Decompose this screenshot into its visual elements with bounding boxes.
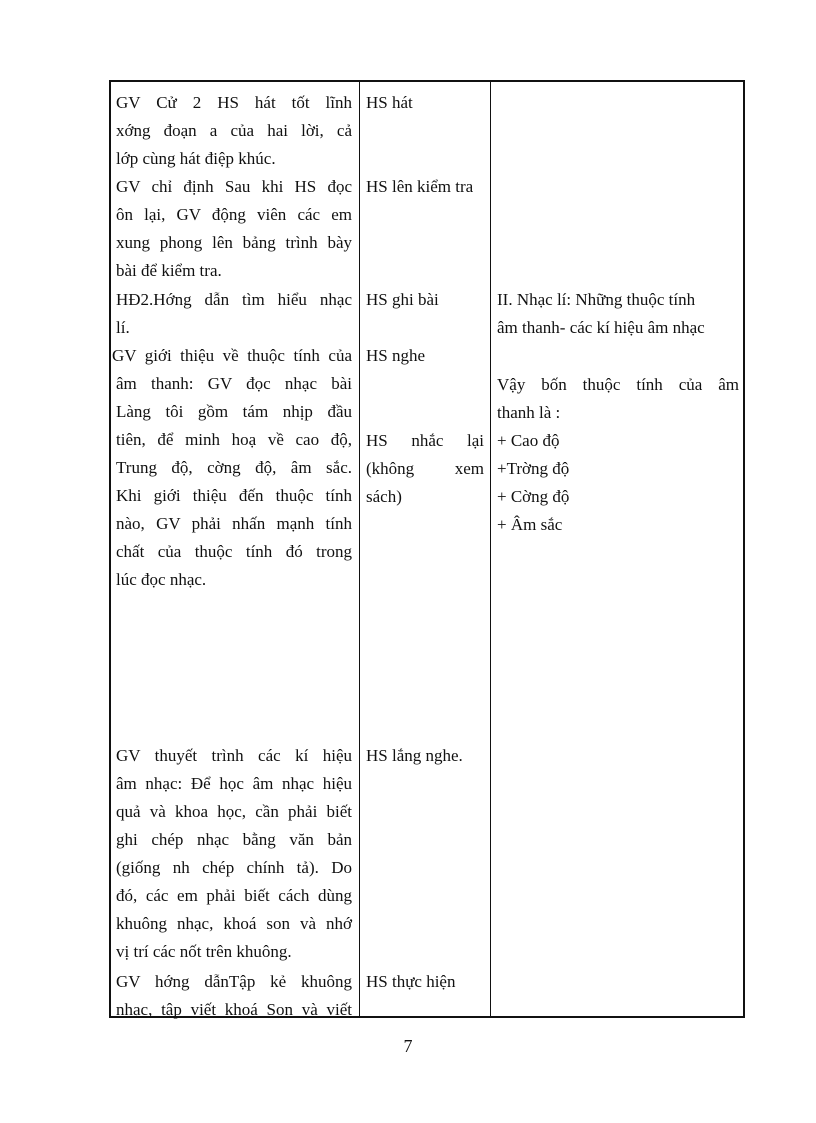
student-activity-7: HS thực hiện (366, 972, 456, 991)
teacher-activity-2: GV chỉ định Sau khi HS đọc ôn lại, GV động viên các em xung phong lên bảng trình bày bài để kiểm tra. (116, 177, 352, 280)
teacher-activity-3: HĐ2.Hớng dẫn tìm hiểu nhạc lí. (116, 290, 352, 337)
student-activity-1: HS hát (366, 93, 413, 112)
list-item: +Trờng độ (497, 459, 570, 478)
list-item: + Cờng độ (497, 487, 570, 506)
content-intro: Vậy bốn thuộc tính của âm thanh là : (497, 375, 739, 422)
teacher-activity-4: GV giới thiệu về thuộc tính của âm thanh: GV đọc nhạc bài Làng tôi gồm tám nhịp đầu tiên, để minh hoạ về cao độ, Trung độ, cờng độ, âm sắc. Khi giới thiệu đến thuộc tính nào, GV phải nhấn mạnh tính chất của thuộc tính đó trong lúc đọc nhạc. (112, 346, 352, 589)
student-activity-5: HS nhắc lại (không xem sách) (366, 431, 484, 506)
teacher-activity-5: GV thuyết trình các kí hiệu âm nhạc: Để học âm nhạc hiệu quả và khoa học, cần phải biết ghi chép nhạc bằng văn bản (giống nh chép chính tả). Do đó, các em phải biết cách dùng khuông nhạc, khoá son và nhớ vị trí các nốt trên khuông. (116, 746, 352, 961)
student-activity-4: HS nghe (366, 346, 426, 365)
property-list (497, 427, 739, 539)
column-divider (359, 82, 360, 1016)
student-activity-6: HS lắng nghe. (366, 746, 463, 765)
page-number: 7 (403, 1036, 413, 1056)
teacher-activity-1: GV Cử 2 HS hát tốt lĩnh xớng đoạn a của hai lời, cả lớp cùng hát điệp khúc. (116, 93, 352, 168)
list-item: + Cao độ (497, 431, 560, 450)
column-divider (490, 82, 491, 1016)
student-activity-2: HS lên kiểm tra (366, 177, 474, 196)
list-item: + Âm sắc (497, 515, 563, 534)
teacher-activity-6: GV hớng dẫnTập kẻ khuông nhạc, tập viết khoá Son và viết (116, 972, 352, 1019)
student-activity-3: HS ghi bài (366, 290, 439, 309)
lesson-table (109, 80, 745, 1018)
content-heading: II. Nhạc lí: Những thuộc tính âm thanh- các kí hiệu âm nhạc (497, 290, 705, 337)
